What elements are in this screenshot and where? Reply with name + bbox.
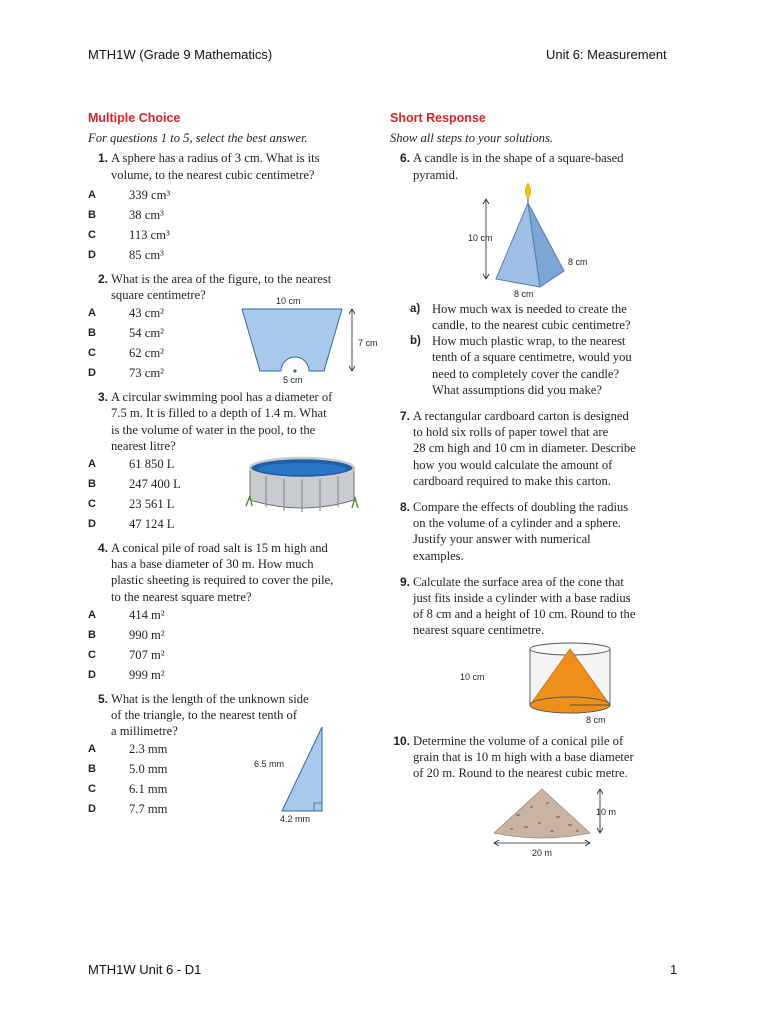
question-9: 9. Calculate the surface area of the cone that just fits inside a cylinder with a base radius of 8 cm and a height of 10 cm. Round to the nearest square centimetre.: [390, 574, 690, 639]
pyramid-candle-figure: [468, 183, 606, 299]
short-response-instruction: Show all steps to your solutions.: [390, 131, 554, 146]
option-c: C 113 cm³: [88, 227, 170, 242]
question-number: 1.: [97, 151, 108, 166]
question-text: volume, to the nearest cubic centimetre?: [111, 167, 315, 182]
footer-left: MTH1W Unit 6 - D1: [88, 962, 202, 977]
option-b: B 247 400 L: [88, 477, 181, 492]
question-number: 10.: [393, 733, 410, 748]
option-c: C 23 561 L: [88, 497, 175, 512]
label-base: 20 m: [532, 848, 553, 859]
question-1: [88, 150, 378, 182]
trapezoid-figure: [236, 293, 378, 386]
question-text: A sphere has a radius of 3 cm. What is its: [111, 151, 320, 166]
label-height: 10 cm: [460, 671, 485, 682]
option-d: D 73 cm²: [88, 366, 164, 381]
option-a: A 61 850 L: [88, 457, 175, 472]
cone-in-cylinder-figure: [460, 643, 660, 729]
label-hypotenuse: 6.5 mm: [254, 759, 285, 770]
question-text: of the triangle, to the nearest tenth of: [111, 708, 298, 723]
question-text: square centimetre?: [111, 288, 206, 303]
label-top: 10 cm: [276, 296, 301, 307]
short-response-heading: Short Response: [390, 111, 486, 125]
header-unit: Unit 6: Measurement: [546, 47, 667, 62]
label-base: 4.2 mm: [280, 814, 311, 825]
option-d: D 999 m²: [88, 667, 165, 682]
option-d: D 7.7 mm: [88, 802, 168, 817]
question-7: 7. A rectangular cardboard carton is designed to hold six rolls of paper towel that are 28 cm high and 10 cm in diameter. Describe how you would calculate the amount of cardboard required to make this carton.: [390, 408, 690, 489]
question-text: A candle is in the shape of a square-based: [413, 151, 624, 166]
option-a: A 43 cm²: [88, 306, 164, 321]
question-number: 3.: [97, 390, 108, 405]
option-d: D 85 cm³: [88, 247, 164, 262]
option-c: C 6.1 mm: [88, 782, 168, 797]
question-number: 4.: [97, 541, 108, 556]
question-text: A circular swimming pool has a diameter of: [111, 390, 333, 405]
question-text: A conical pile of road salt is 15 m high and: [111, 541, 328, 556]
question-number: 7.: [399, 409, 410, 424]
question-number: 2.: [97, 271, 108, 286]
question-5: [88, 691, 378, 740]
page-number: 1: [670, 962, 678, 977]
question-text: to the nearest square metre?: [111, 589, 252, 604]
question-10: 10. Determine the volume of a conical pile of grain that is 10 m high with a base diameter of 20 m. Round to the nearest cubic metre.: [390, 733, 690, 782]
option-a: A 2.3 mm: [88, 742, 168, 757]
question-text: 7.5 m. It is filled to a depth of 1.4 m. What: [111, 406, 327, 421]
label-base: 8 cm: [514, 288, 534, 299]
right-triangle-figure: [254, 723, 334, 823]
question-number: 6.: [399, 151, 410, 166]
option-b: B 54 cm²: [88, 326, 164, 341]
option-b: B 5.0 mm: [88, 762, 168, 777]
label-height: 10 cm: [468, 232, 493, 243]
question-text: plastic sheeting is required to cover the pile,: [111, 573, 334, 588]
multiple-choice-column: [88, 110, 378, 825]
option-d: D 47 124 L: [88, 517, 175, 532]
question-8: 8. Compare the effects of doubling the radius on the volume of a cylinder and a sphere. Justify your answer with numerical examples.: [390, 499, 690, 564]
option-a: A 414 m²: [88, 607, 165, 622]
question-text: What is the area of the figure, to the nearest: [111, 271, 332, 286]
label-height: 10 m: [596, 807, 617, 818]
question-text: nearest litre?: [111, 438, 176, 453]
question-number: 9.: [399, 574, 410, 589]
short-response-column: [390, 110, 690, 861]
question-number: 5.: [97, 691, 108, 706]
question-text: is the volume of water in the pool, to the: [111, 422, 316, 437]
question-4: [88, 540, 378, 605]
grain-pile-figure: [486, 785, 616, 859]
multiple-choice-heading: Multiple Choice: [88, 111, 181, 125]
question-text: has a base diameter of 30 m. How much: [111, 557, 314, 572]
question-text: What is the length of the unknown side: [111, 691, 309, 706]
multiple-choice-instruction: For questions 1 to 5, select the best answer.: [88, 131, 308, 146]
header-course: MTH1W (Grade 9 Mathematics): [88, 47, 273, 62]
swimming-pool-figure: [244, 456, 360, 518]
question-number: 8.: [399, 500, 410, 515]
option-c: C 62 cm²: [88, 346, 164, 361]
label-side: 7 cm: [358, 338, 378, 349]
option-b: B 990 m²: [88, 627, 165, 642]
question-6b: b) How much plastic wrap, to the nearest tenth of a square centimetre, would you need to completely cover the candle? What assumptions did you make?: [410, 334, 632, 397]
label-radius: 8 cm: [586, 714, 606, 725]
question-text: pyramid.: [413, 167, 459, 182]
option-b: B 38 cm³: [88, 207, 164, 222]
label-bottom: 5 cm: [283, 375, 303, 386]
option-a: A 339 cm³: [88, 187, 171, 202]
question-6a: a) How much wax is needed to create the candle, to the nearest cubic centimetre?: [410, 301, 631, 333]
question-6: [390, 150, 690, 182]
label-side: 8 cm: [568, 256, 588, 267]
option-c: C 707 m²: [88, 647, 165, 662]
question-3: [88, 389, 378, 454]
question-text: a millimetre?: [111, 724, 178, 739]
